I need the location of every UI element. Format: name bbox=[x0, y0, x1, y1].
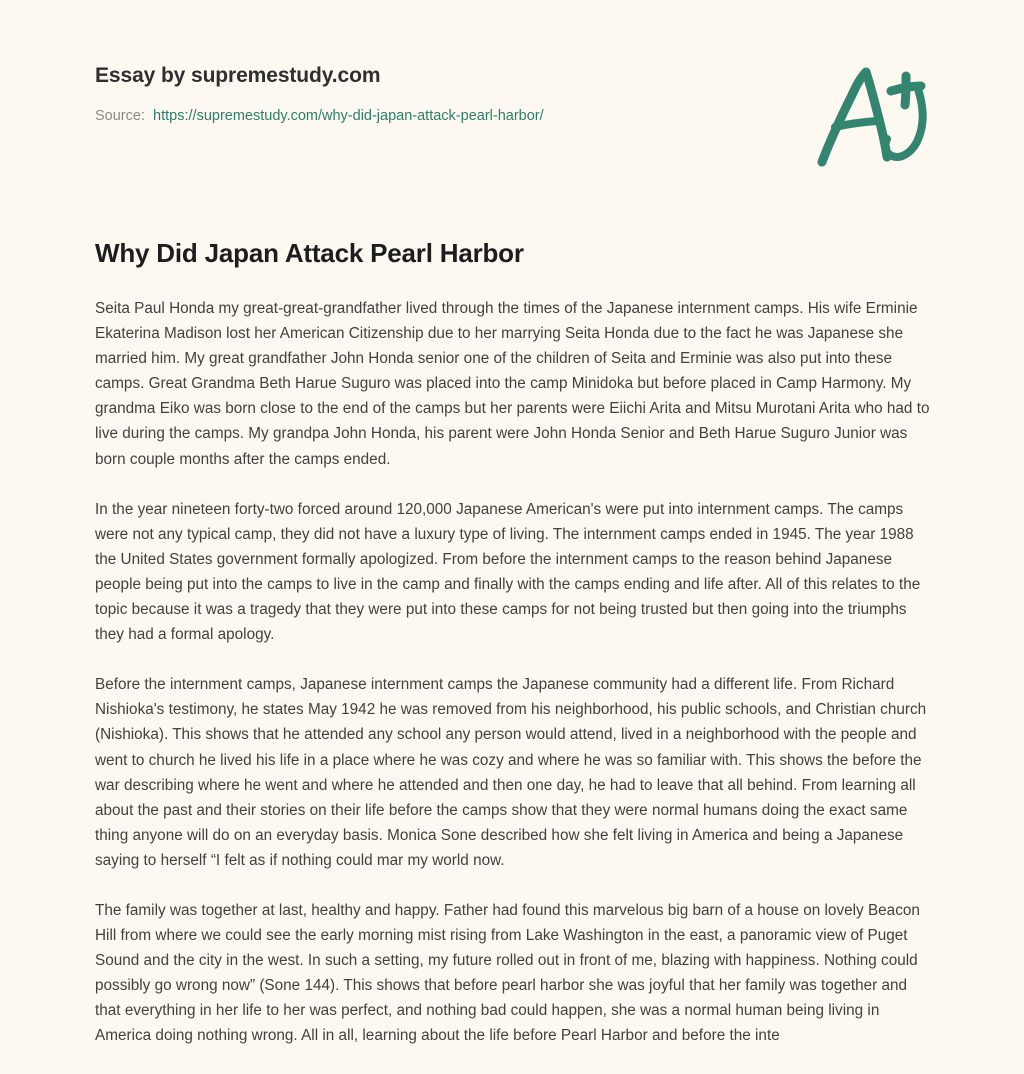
body-paragraph: Before the internment camps, Japanese internment camps the Japanese community had a different life. From Richard Nishioka's testimony, he states May 1942 he was removed from his neighborhood, his public schools, and Christian church (Nishioka). This shows that he attended any school any person would attend, lived in a neighborhood with the people and went to church he lived his life in a place where he was cozy and where he was so familiar with. This shows the before the war describing where he went and where he attended and then one day, he had to leave that all behind. From learning all about the past and their stories on their life before the camps show that they were normal humans doing the exact same thing anyone will do on an everyday basis. Monica Sone described how she felt living in America and being a Japanese saying to herself “I felt as if nothing could mar my world now. bbox=[95, 676, 927, 869]
document-body bbox=[95, 236, 933, 1049]
brand-title: Essay by supremestudy.com bbox=[95, 64, 381, 87]
brand-block bbox=[95, 62, 755, 126]
source-url-link[interactable]: https://supremestudy.com/why-did-japan-attack-pearl-harbor/ bbox=[153, 108, 544, 124]
page-title: Why Did Japan Attack Pearl Harbor bbox=[95, 238, 524, 268]
a-plus-logo-icon bbox=[808, 55, 934, 173]
page-header bbox=[0, 0, 1024, 200]
body-paragraph: Seita Paul Honda my great-great-grandfather lived through the times of the Japanese internment camps. His wife Erminie Ekaterina Madison lost her American Citizenship due to her marrying Seita Honda due to the fact he was Japanese she married him. My great grandfather John Honda senior one of the children of Seita and Erminie was also put into these camps. Great Grandma Beth Harue Suguro was placed into the camp Minidoka but before placed in Camp Harmony. My grandma Eiko was born close to the end of the camps but her parents were Eiichi Arita and Mitsu Murotani Arita who had to live during the camps. My grandpa John Honda, his parent were John Honda Senior and Beth Harue Suguro Junior was born couple months after the camps ended. bbox=[95, 300, 930, 468]
body-paragraph: In the year nineteen forty-two forced around 120,000 Japanese American's were put into internment camps. The camps were not any typical camp, they did not have a luxury type of living. The internment camps ended in 1945. The year 1988 the United States government formally apologized. From before the internment camps to the reason behind Japanese people being put into the camps to live in the camp and finally with the camps ending and life after. All of this relates to the topic because it was a tragedy that they were put into these camps for not being trusted but then going into the triumphs they had a formal apology. bbox=[95, 500, 921, 644]
body-paragraph: The family was together at last, healthy and happy. Father had found this marvelous big barn of a house on lovely Beacon Hill from where we could see the early morning mist rising from Lake Washington in the east, a panoramic view of Puget Sound and the city in the west. In such a setting, my future rolled out in front of me, blazing with happiness. Nothing could possibly go wrong now” (Sone 144). This shows that before pearl harbor she was joyful that her family was together and that everything in her life to her was perfect, and nothing bad could happen, she was a normal human being living in America doing nothing wrong. All in all, learning about the life before Pearl Harbor and before the inte bbox=[95, 901, 920, 1045]
source-label: Source: bbox=[95, 108, 145, 124]
source-line bbox=[95, 106, 755, 126]
